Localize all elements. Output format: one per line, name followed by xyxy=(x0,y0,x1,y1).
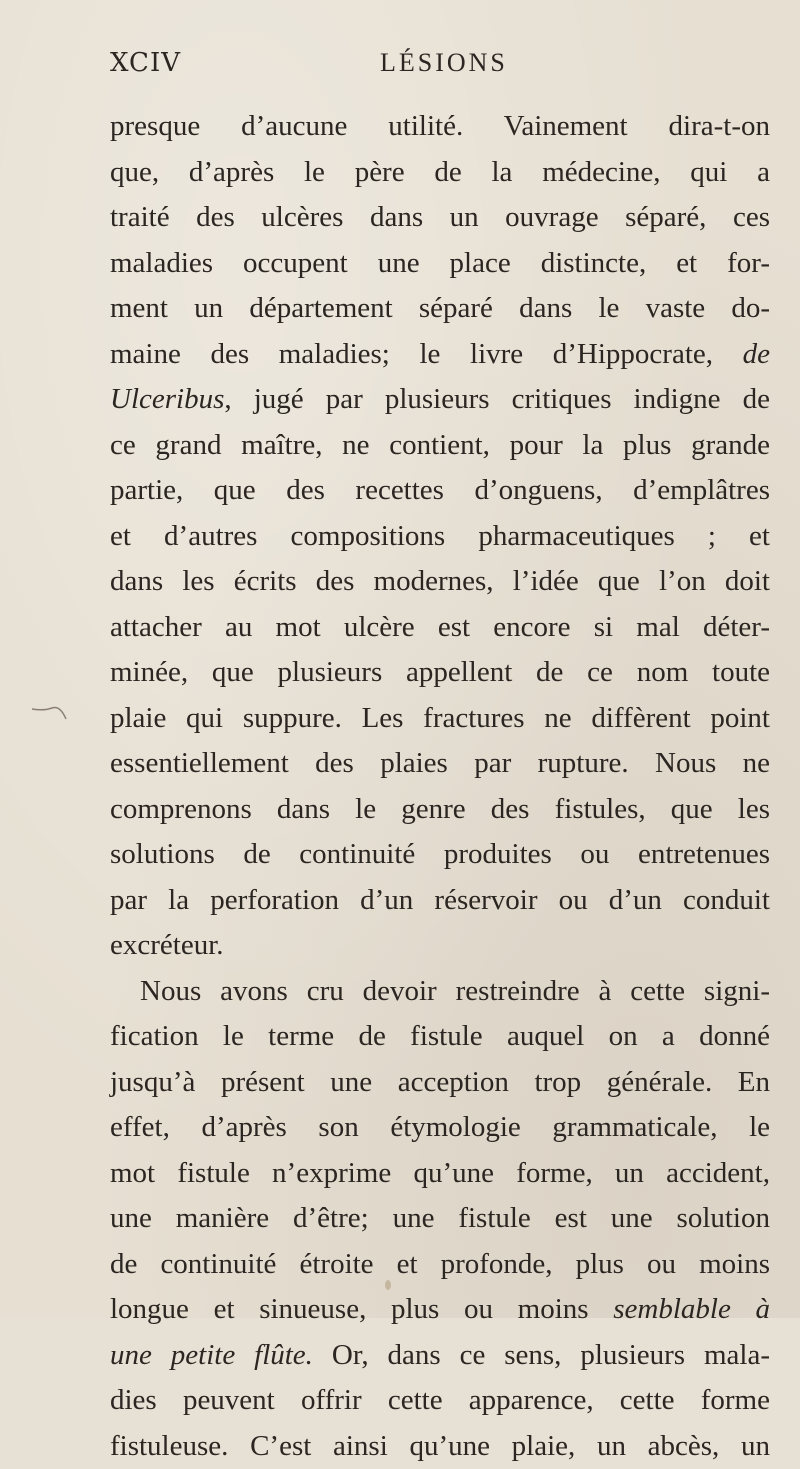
text-segment: maine des maladies; le livre d’Hippocrate, xyxy=(110,338,713,370)
text-line: plaie qui suppure. Les fractures ne diffèrent point xyxy=(110,696,770,742)
text-line: fistuleuse. C’est ainsi qu’une plaie, un abcès, un xyxy=(110,1424,770,1469)
text-line: mot fistule n’exprime qu’une forme, un accident, xyxy=(110,1151,770,1197)
paper-speck xyxy=(385,1280,391,1290)
text-line: dies peuvent offrir cette apparence, cette forme xyxy=(110,1378,770,1424)
running-head: LÉSIONS xyxy=(380,48,508,78)
page-header xyxy=(110,48,670,88)
text-line xyxy=(110,1333,770,1379)
text-segment: longue et sinueuse, plus ou moins xyxy=(110,1293,589,1325)
italic-segment: de xyxy=(743,338,770,370)
text-line: une manière d’être; une fistule est une solution xyxy=(110,1196,770,1242)
text-line: de continuité étroite et profonde, plus ou moins xyxy=(110,1242,770,1288)
text-line: presque d’aucune utilité. Vainement dira-t-on xyxy=(110,104,770,150)
text-line: partie, que des recettes d’onguens, d’emplâtres xyxy=(110,468,770,514)
text-segment: , jugé par plusieurs critiques indigne de xyxy=(224,383,770,415)
text-line: que, d’après le père de la médecine, qui a xyxy=(110,150,770,196)
body-text xyxy=(110,104,770,1469)
text-line: jusqu’à présent une acception trop générale. En xyxy=(110,1060,770,1106)
text-line: dans les écrits des modernes, l’idée que l’on doit xyxy=(110,559,770,605)
text-line xyxy=(110,377,770,423)
text-line: solutions de continuité produites ou entretenues xyxy=(110,832,770,878)
italic-segment: semblable à xyxy=(613,1293,770,1325)
margin-pencil-mark xyxy=(30,705,70,725)
text-line: Nous avons cru devoir restreindre à cette signi- xyxy=(110,969,770,1015)
text-line: et d’autres compositions pharmaceutiques ; et xyxy=(110,514,770,560)
text-line: maladies occupent une place distincte, et for- xyxy=(110,241,770,287)
text-line: ment un département séparé dans le vaste do- xyxy=(110,286,770,332)
text-line: ce grand maître, ne contient, pour la plus grande xyxy=(110,423,770,469)
text-line: par la perforation d’un réservoir ou d’un conduit xyxy=(110,878,770,924)
text-line: excréteur. xyxy=(110,923,770,969)
italic-segment: une petite flûte. xyxy=(110,1339,313,1371)
text-line: comprenons dans le genre des fistules, que les xyxy=(110,787,770,833)
page-number: XCIV xyxy=(110,48,181,78)
text-line: essentiellement des plaies par rupture. Nous ne xyxy=(110,741,770,787)
text-line: traité des ulcères dans un ouvrage séparé, ces xyxy=(110,195,770,241)
text-segment: Or, dans ce sens, plusieurs mala- xyxy=(332,1339,770,1371)
text-line xyxy=(110,1287,770,1333)
text-line: attacher au mot ulcère est encore si mal déter- xyxy=(110,605,770,651)
text-line: fication le terme de fistule auquel on a donné xyxy=(110,1014,770,1060)
text-line: minée, que plusieurs appellent de ce nom toute xyxy=(110,650,770,696)
italic-segment: Ulceribus xyxy=(110,383,224,415)
text-line: effet, d’après son étymologie grammaticale, le xyxy=(110,1105,770,1151)
text-line xyxy=(110,332,770,378)
